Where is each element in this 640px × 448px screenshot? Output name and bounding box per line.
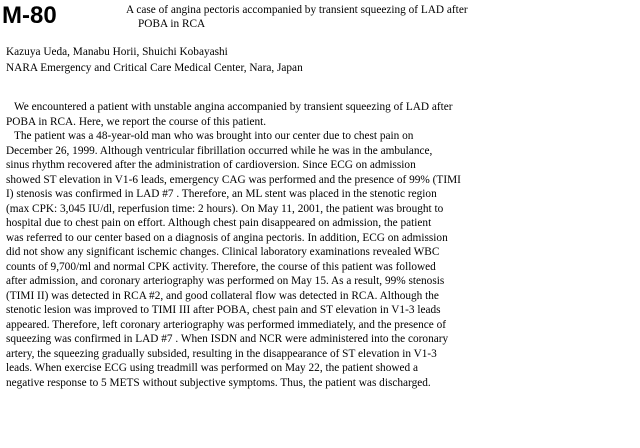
abstract-body xyxy=(6,100,638,390)
abstract-code: M-80 xyxy=(2,2,57,29)
affiliation: NARA Emergency and Critical Care Medical Center, Nara, Japan xyxy=(6,62,303,74)
body-line: artery, the squeezing gradually subsided, resulting in the disappearance of ST elevation in V1-3 xyxy=(6,347,437,360)
body-line: did not show any significant ischemic changes. Clinical laboratory examinations revealed WBC xyxy=(6,246,440,258)
body-line: appeared. Therefore, left coronary arteriography was performed immediately, and the presence of xyxy=(6,318,447,331)
author-list: Kazuya Ueda, Manabu Horii, Shuichi Kobayashi xyxy=(6,46,228,58)
title-line-2: POBA in RCA xyxy=(138,18,206,30)
body-line: We encountered a patient with unstable angina accompanied by transient squeezing of LAD after xyxy=(14,101,453,113)
body-line: December 26, 1999. Although ventricular fibrillation occurred while he was in the ambulance, xyxy=(6,144,433,157)
body-line: counts of 9,700/ml and normal CPK activity. Therefore, the course of this patient was followed xyxy=(6,260,436,273)
body-line: showed ST elevation in V1-6 leads, emergency CAG was performed and the presence of 99% (TIMI xyxy=(6,173,461,186)
abstract-title xyxy=(126,3,626,31)
body-line: (max CPK: 3,045 IU/dl, reperfusion time: 2 hours). On May 11, 2001, the patient was brought to xyxy=(6,202,444,215)
body-line: I) stenosis was confirmed in LAD #7 . Therefore, an ML stent was placed in the stenotic region xyxy=(6,188,437,200)
body-line: The patient was a 48-year-old man who was brought into our center due to chest pain on xyxy=(14,130,414,142)
body-line: negative response to 5 METS without subjective symptoms. Thus, the patient was discharged. xyxy=(6,376,431,389)
body-line: after admission, and coronary arteriography was performed on May 15. As a result, 99% stenosis xyxy=(6,275,445,287)
body-line: hospital due to chest pain on effort. Although chest pain disappeared on admission, the patient xyxy=(6,217,432,229)
body-line: was referred to our center based on a diagnosis of angina pectoris. In addition, ECG on admission xyxy=(6,231,448,244)
body-line: leads. When exercise ECG using treadmill was performed on May 22, the patient showed a xyxy=(6,362,419,374)
body-line: (TIMI II) was detected in RCA #2, and good collateral flow was detected in RCA. Although the xyxy=(6,289,439,302)
body-line: squeezing was confirmed in LAD #7 . When ISDN and NCR were administered into the coronary xyxy=(6,333,449,345)
body-line: sinus rhythm recovered after the administration of cardioversion. Since ECG on admission xyxy=(6,159,416,171)
body-line: POBA in RCA. Here, we report the course of this patient. xyxy=(6,115,267,128)
body-line: stenotic lesion was improved to TIMI III after POBA, chest pain and ST elevation in V1-3 leads xyxy=(6,304,441,316)
title-line-1: A case of angina pectoris accompanied by transient squeezing of LAD after xyxy=(126,4,468,16)
